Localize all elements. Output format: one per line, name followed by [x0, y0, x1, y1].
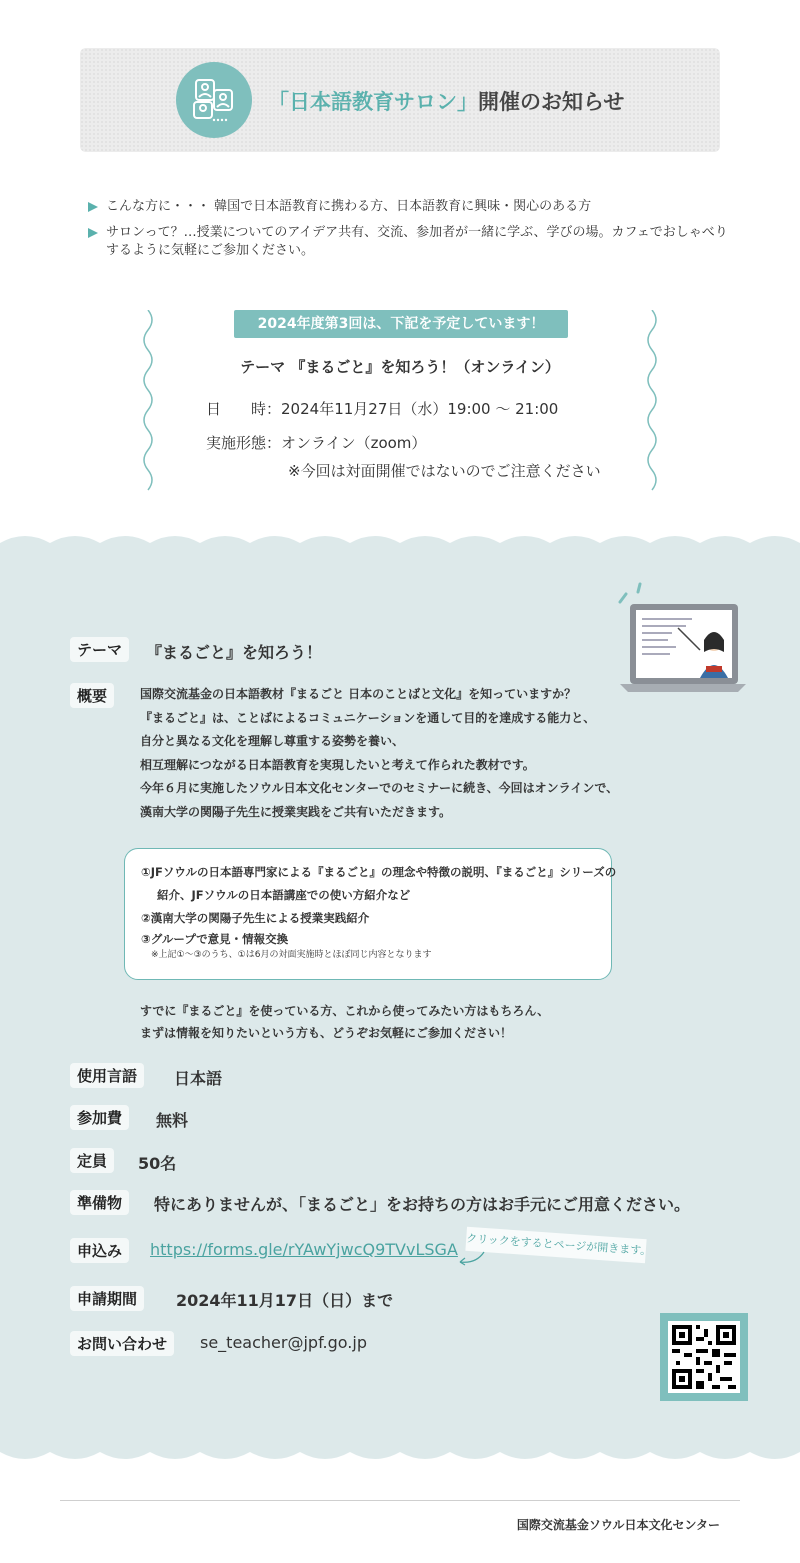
agenda-note: ※上記①～③のうち、①は6月の対面実施時とほぼ同じ内容となります: [151, 950, 432, 960]
agenda-item-1-cont: 紹介、JFソウルの日本語講座での使い方紹介など: [157, 888, 411, 902]
agenda-item-1: ①JFソウルの日本語専門家による『まるごと』の理念や特徴の説明、『まるごと』シリーズの: [141, 865, 617, 879]
theme-value: 『まるごと』を知ろう！: [146, 643, 323, 662]
wave-edge-bottom-icon: [0, 1444, 800, 1464]
contact-email[interactable]: se_teacher@jpf.go.jp: [200, 1333, 367, 1352]
capacity-label: 定員: [70, 1148, 114, 1173]
apply-link[interactable]: https://forms.gle/rYAwYjwcQ9TVvLSGA: [150, 1240, 458, 1259]
prep-value: 特にありませんが、「まるごと」をお持ちの方はお手元にご用意ください。: [154, 1195, 691, 1214]
schedule-format: 実施形態：オンライン（zoom）: [206, 434, 427, 452]
page-title: 「日本語教育サロン」開催のお知らせ: [268, 90, 625, 114]
wave-border-right-icon: [644, 310, 660, 500]
schedule-date: 日 時：2024年11月27日（水）19:00 ～ 21:00: [206, 400, 559, 418]
overview-label: 概要: [70, 683, 114, 708]
qr-code[interactable]: [660, 1313, 748, 1401]
capacity-value: 50名: [138, 1154, 177, 1173]
agenda-item-3: ③グループで意見・情報交換: [141, 932, 289, 946]
laptop-teacher-illustration: [616, 580, 746, 710]
wave-border-left-icon: [140, 310, 156, 500]
intro-bullets: [88, 198, 728, 268]
apply-label: 申込み: [70, 1238, 129, 1263]
schedule-badge: 2024年度第3回は、下記を予定しています！: [234, 310, 568, 338]
language-value: 日本語: [174, 1069, 223, 1088]
schedule-theme: テーマ 『まるごと』を知ろう！（オンライン）: [240, 358, 560, 376]
bullet-salon-description: サロンって？…授業についてのアイデア共有、交流、参加者が一緒に学ぶ、学びの場。カフェでおしゃべりするように気軽にご参加ください。: [88, 224, 728, 260]
footer-org: 国際交流基金ソウル日本文化センター: [516, 1518, 720, 1532]
prep-label: 準備物: [70, 1190, 129, 1215]
apply-hint: クリックをするとページが開きます。: [465, 1227, 646, 1263]
fee-label: 参加費: [70, 1105, 129, 1130]
curved-arrow-icon: [456, 1250, 486, 1268]
fee-value: 無料: [156, 1111, 189, 1130]
qr-code-icon: [668, 1321, 740, 1393]
contact-label: お問い合わせ: [70, 1331, 174, 1356]
triangle-bullet-icon: [88, 202, 98, 212]
footer-divider: [60, 1500, 740, 1501]
bullet-target-audience: こんな方に・・・ 韓国で日本語教育に携わる方、日本語教育に興味・関心のある方: [88, 198, 728, 216]
schedule-box: [140, 310, 660, 500]
period-value: 2024年11月17日（日）まで: [176, 1291, 394, 1310]
period-label: 申請期間: [70, 1286, 144, 1311]
agenda-box: [124, 848, 617, 980]
language-label: 使用言語: [70, 1063, 144, 1088]
closing-text: すでに『まるごと』を使っている方、これから使ってみたい方はもちろん、 まずは情報を知りたいという方も、どうぞお気軽にご参加ください！: [140, 1004, 550, 1040]
agenda-item-2: ②漢南大学の関陽子先生による授業実践紹介: [141, 911, 370, 925]
people-chat-icon: [176, 62, 252, 138]
wave-edge-top-icon: [0, 531, 800, 551]
overview-text: 国際交流基金の日本語教材『まるごと 日本のことばと文化』を知っていますか？ 『まるごと』は、ことばによるコミュニケーションを通して目的を達成する能力と、 自分と異なる文化を理解し尊重する姿勢を養い、 相互理解につながる日本語教育を実現したいと考えて作られた教材です。 今年６月に実施したソウル日本文化センターでのセミナーに続き、今回はオンラインで、 漢南大学の関陽子先生に授業実践をご共有いただきます。: [140, 687, 619, 819]
header-banner: [80, 48, 720, 152]
triangle-bullet-icon: [88, 228, 98, 238]
schedule-format-note: ※今回は対面開催ではないのでご注意ください: [288, 462, 601, 480]
theme-label: テーマ: [70, 637, 129, 662]
